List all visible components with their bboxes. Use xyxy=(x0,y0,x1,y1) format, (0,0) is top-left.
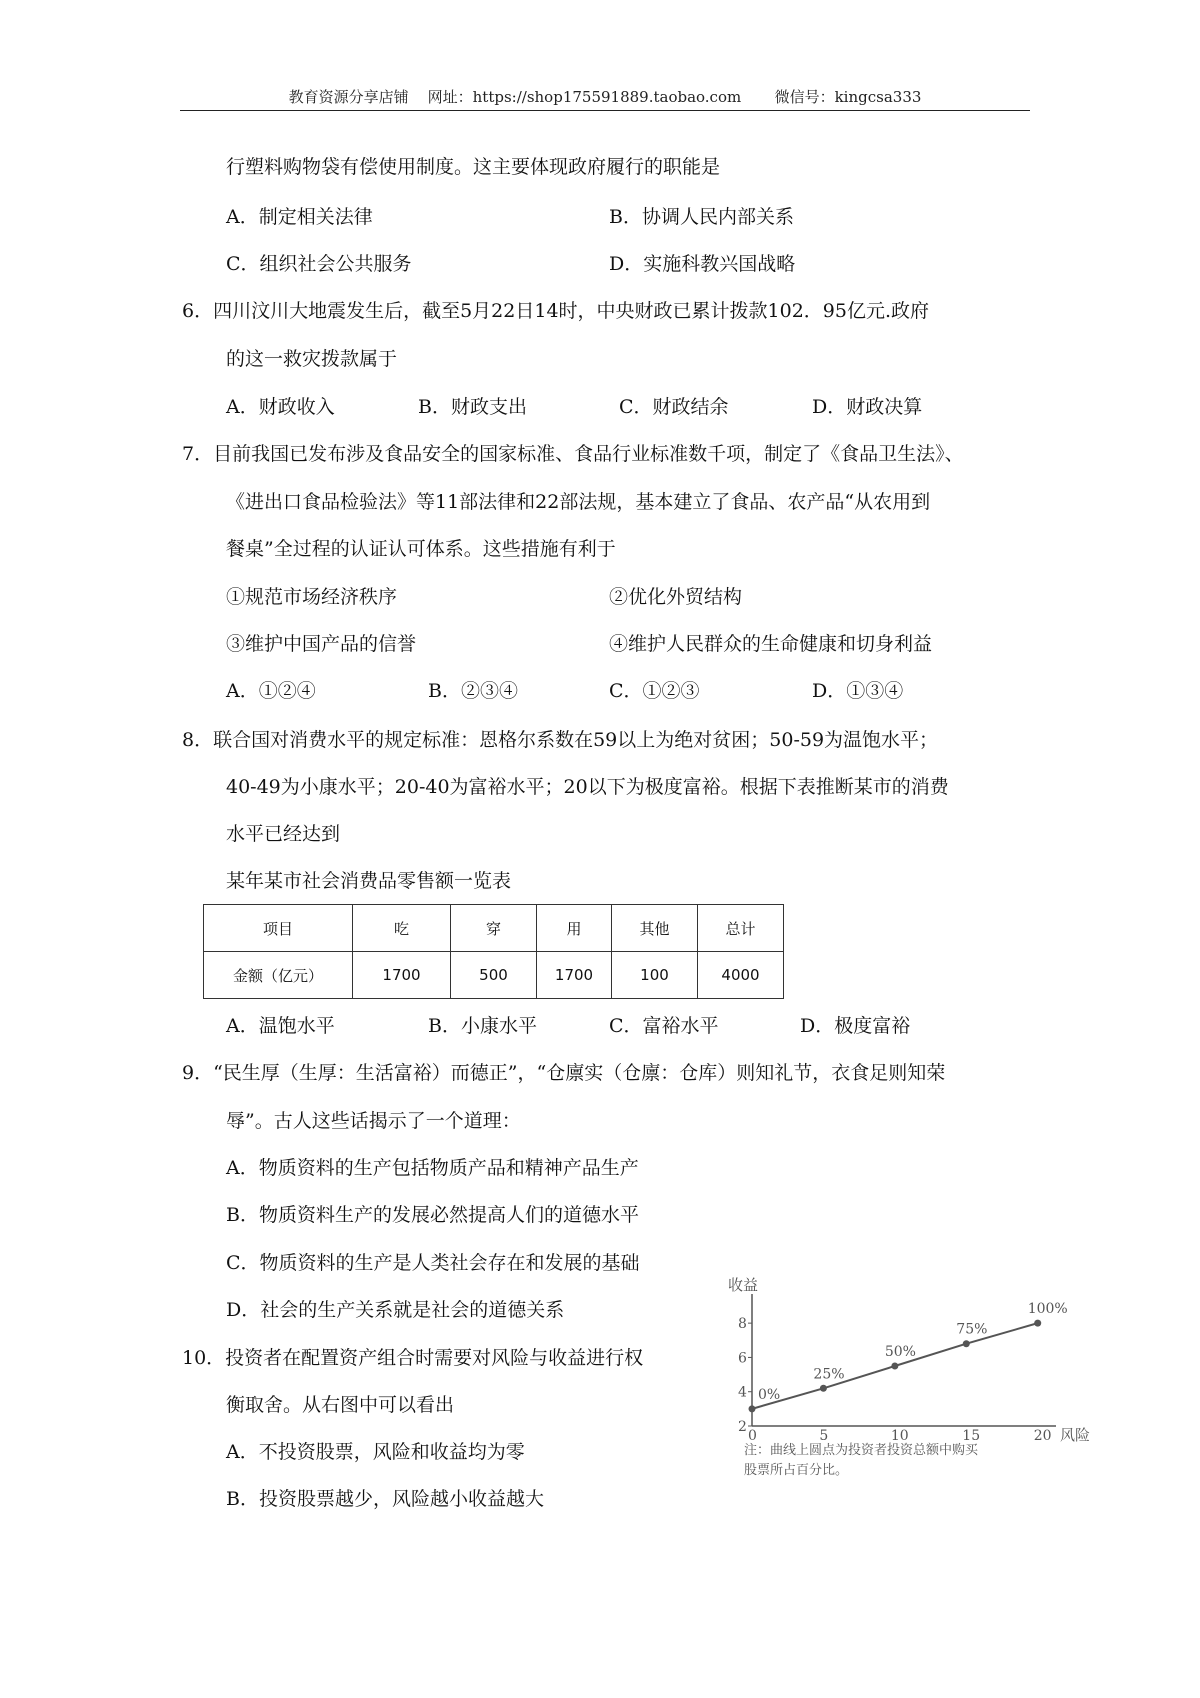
q7-statement-3: ③维护中国产品的信誉 xyxy=(226,633,417,655)
data-label: 0% xyxy=(758,1386,781,1403)
q8-option-d: D．极度富裕 xyxy=(800,1015,911,1037)
q9-stem-line1: 9．“民生厚（生厚：生活富裕）而德正”，“仓廪实（仓廪：仓库）则知礼节，衣食足则知荣 xyxy=(182,1062,946,1084)
q7-option-b: B．②③④ xyxy=(428,680,518,702)
q9-option-a: A．物质资料的生产包括物质产品和精神产品生产 xyxy=(226,1157,639,1179)
q9-stem-line2: 辱”。古人这些话揭示了一个道理： xyxy=(226,1110,521,1132)
q6-option-c: C．财政结余 xyxy=(619,396,729,418)
y-axis-label: 收益 xyxy=(728,1276,759,1294)
table-cell: 1700 xyxy=(353,952,451,999)
data-point xyxy=(1034,1320,1041,1327)
data-point xyxy=(749,1405,756,1412)
data-point xyxy=(891,1363,898,1370)
q7-option-c: C．①②③ xyxy=(609,680,700,702)
x-tick-label: 0 xyxy=(748,1428,757,1444)
table-cell: 金额（亿元） xyxy=(204,952,353,999)
x-axis-label: 风险 xyxy=(1060,1426,1091,1444)
x-tick-label: 20 xyxy=(1033,1428,1052,1444)
q8-stem-line3: 水平已经达到 xyxy=(226,823,341,845)
data-label: 50% xyxy=(884,1344,916,1360)
table-cell: 100 xyxy=(612,952,698,999)
x-tick-label: 5 xyxy=(819,1428,829,1444)
data-point xyxy=(820,1385,827,1392)
table-cell: 1700 xyxy=(537,952,612,999)
q5-option-b: B．协调人民内部关系 xyxy=(609,206,794,228)
q8-table-title: 某年某市社会消费品零售额一览表 xyxy=(226,870,512,892)
q6-stem-line1: 6．四川汶川大地震发生后，截至5月22日14时，中央财政已累计拨款102．95亿元.政府 xyxy=(182,300,930,322)
q7-option-a: A．①②④ xyxy=(226,680,316,702)
y-tick-label: 8 xyxy=(738,1316,747,1333)
table-row xyxy=(204,952,784,999)
table-header-cell: 穿 xyxy=(451,905,537,952)
q5-option-d: D．实施科教兴国战略 xyxy=(609,253,796,275)
q5-option-a: A．制定相关法律 xyxy=(226,206,373,228)
table-header-cell: 用 xyxy=(537,905,612,952)
q10-option-a: A．不投资股票，风险和收益均为零 xyxy=(226,1441,525,1463)
q6-option-b: B．财政支出 xyxy=(418,396,527,418)
header-divider xyxy=(180,110,1030,111)
q6-option-d: D．财政决算 xyxy=(812,396,923,418)
chart-note-line2: 股票所占百分比。 xyxy=(744,1463,849,1478)
table-header-cell: 项目 xyxy=(204,905,353,952)
table-header-row xyxy=(204,905,784,952)
page-header: 教育资源分享店铺 网址：https://shop175591889.taobao.com 微信号：kingcsa333 xyxy=(288,88,922,106)
q10-stem-line2: 衡取舍。从右图中可以看出 xyxy=(226,1394,455,1416)
sales-table xyxy=(203,904,784,999)
table-cell: 500 xyxy=(451,952,537,999)
q8-option-c: C．富裕水平 xyxy=(609,1015,719,1037)
chart-note-line1: 注：曲线上圆点为投资者投资总额中购买 xyxy=(744,1443,979,1458)
data-label: 100% xyxy=(1027,1301,1068,1318)
q8-option-b: B．小康水平 xyxy=(428,1015,537,1037)
q7-statement-2: ②优化外贸结构 xyxy=(609,586,743,608)
q7-stem-line3: 餐桌”全过程的认证认可体系。这些措施有利于 xyxy=(226,538,616,560)
q8-option-a: A．温饱水平 xyxy=(226,1015,335,1037)
y-tick-label: 6 xyxy=(738,1350,747,1367)
q5-option-c: C．组织社会公共服务 xyxy=(226,253,412,275)
q8-stem-line1: 8．联合国对消费水平的规定标准：恩格尔系数在59以上为绝对贫困；50-59为温饱水平； xyxy=(182,729,939,751)
q9-option-b: B．物质资料生产的发展必然提高人们的道德水平 xyxy=(226,1204,639,1226)
q7-stem-line1: 7．目前我国已发布涉及食品安全的国家标准、食品行业标准数千项，制定了《食品卫生法》、 xyxy=(182,443,964,465)
risk-return-chart xyxy=(724,1276,1124,1496)
q9-option-c: C．物质资料的生产是人类社会存在和发展的基础 xyxy=(226,1252,640,1274)
data-label: 75% xyxy=(956,1321,988,1338)
q7-option-d: D．①③④ xyxy=(812,680,904,702)
data-point xyxy=(963,1340,970,1347)
x-tick-label: 10 xyxy=(890,1428,909,1444)
y-tick-label: 4 xyxy=(738,1384,747,1401)
q7-statement-1: ①规范市场经济秩序 xyxy=(226,586,398,608)
table-header-cell: 吃 xyxy=(353,905,451,952)
q7-statement-4: ④维护人民群众的生命健康和切身利益 xyxy=(609,633,933,655)
q10-stem-line1: 10．投资者在配置资产组合时需要对风险与收益进行权 xyxy=(182,1347,644,1369)
table-cell: 4000 xyxy=(698,952,784,999)
q10-option-b: B．投资股票越少，风险越小收益越大 xyxy=(226,1488,544,1510)
table-header-cell: 总计 xyxy=(698,905,784,952)
q8-stem-line2: 40-49为小康水平；20-40为富裕水平；20以下为极度富裕。根据下表推断某市的消费 xyxy=(226,776,949,798)
q9-option-d: D．社会的生产关系就是社会的道德关系 xyxy=(226,1299,565,1321)
q6-stem-line2: 的这一救灾拨款属于 xyxy=(226,348,398,370)
data-label: 25% xyxy=(813,1366,845,1383)
q5-stem: 行塑料购物袋有偿使用制度。这主要体现政府履行的职能是 xyxy=(226,156,721,178)
table-header-cell: 其他 xyxy=(612,905,698,952)
q6-option-a: A．财政收入 xyxy=(226,396,335,418)
y-tick-label: 2 xyxy=(738,1419,747,1435)
x-tick-label: 15 xyxy=(962,1428,981,1444)
q7-stem-line2: 《进出口食品检验法》等11部法律和22部法规，基本建立了食品、农产品“从农用到 xyxy=(226,491,931,513)
